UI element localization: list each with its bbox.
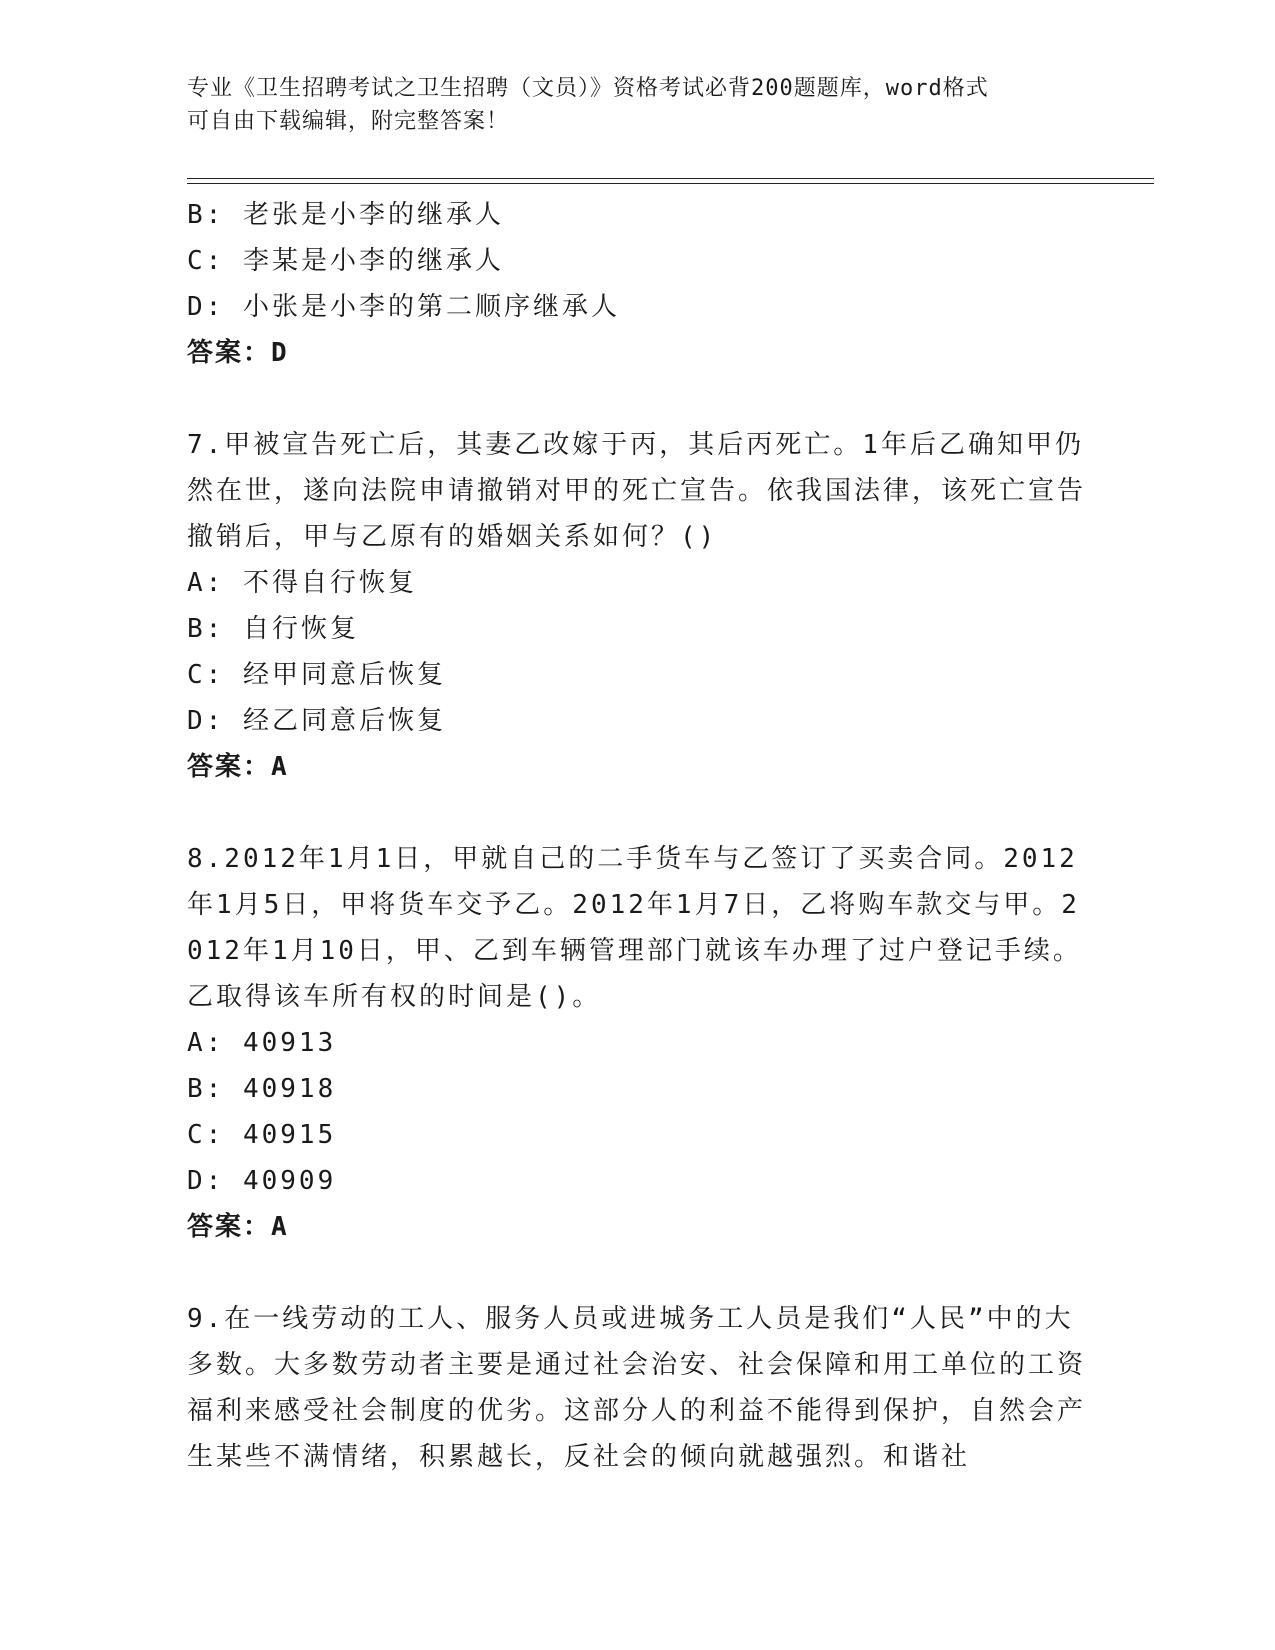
header-line-1: 专业《卫生招聘考试之卫生招聘（文员）》资格考试必背200题题库，word格式 [187, 76, 989, 101]
question-6-block [187, 192, 1087, 376]
header-divider-bottom [187, 183, 1154, 184]
option-b: B: 40918 [187, 1074, 337, 1104]
spacer [187, 790, 1087, 836]
option-a: A: 40913 [187, 1028, 337, 1058]
option-b: B: 老张是小李的继承人 [187, 200, 504, 230]
option-b: B: 自行恢复 [187, 614, 359, 644]
spacer [187, 1250, 1087, 1296]
question-9-block [187, 1296, 1087, 1480]
question-stem: 9.在一线劳动的工人、服务人员或进城务工人员是我们“人民”中的大多数。大多数劳动者主要是通过社会治安、社会保障和用工单位的工资福利来感受社会制度的优劣。这部分人的利益不能得到保护，自然会产生某些不满情绪，积累越长，反社会的倾向就越强烈。和谐社 [187, 1304, 1087, 1472]
spacer [187, 376, 1087, 422]
option-d: D: 40909 [187, 1166, 337, 1196]
option-c: C: 经甲同意后恢复 [187, 660, 446, 690]
question-content [187, 192, 1087, 1480]
question-stem: 8.2012年1月1日，甲就自己的二手货车与乙签订了买卖合同。2012年1月5日，甲将货车交予乙。2012年1月7日，乙将购车款交与甲。2012年1月10日，甲、乙到车辆管理部门就该车办理了过户登记手续。乙取得该车所有权的时间是()。 [187, 844, 1082, 1012]
header-divider-top [187, 178, 1154, 179]
document-header [187, 72, 1087, 138]
answer-line: 答案：D [187, 338, 289, 368]
question-8-block [187, 836, 1087, 1250]
option-c: C: 李某是小李的继承人 [187, 246, 504, 276]
option-a: A: 不得自行恢复 [187, 568, 417, 598]
question-7-block [187, 422, 1087, 790]
option-d: D: 小张是小李的第二顺序继承人 [187, 292, 620, 322]
header-line-2: 可自由下载编辑，附完整答案！ [187, 109, 510, 134]
answer-line: 答案：A [187, 752, 289, 782]
option-d: D: 经乙同意后恢复 [187, 706, 446, 736]
question-stem: 7.甲被宣告死亡后，其妻乙改嫁于丙，其后丙死亡。1年后乙确知甲仍然在世，遂向法院申请撤销对甲的死亡宣告。依我国法律，该死亡宣告撤销后，甲与乙原有的婚姻关系如何？() [187, 430, 1087, 552]
answer-line: 答案：A [187, 1212, 289, 1242]
option-c: C: 40915 [187, 1120, 337, 1150]
